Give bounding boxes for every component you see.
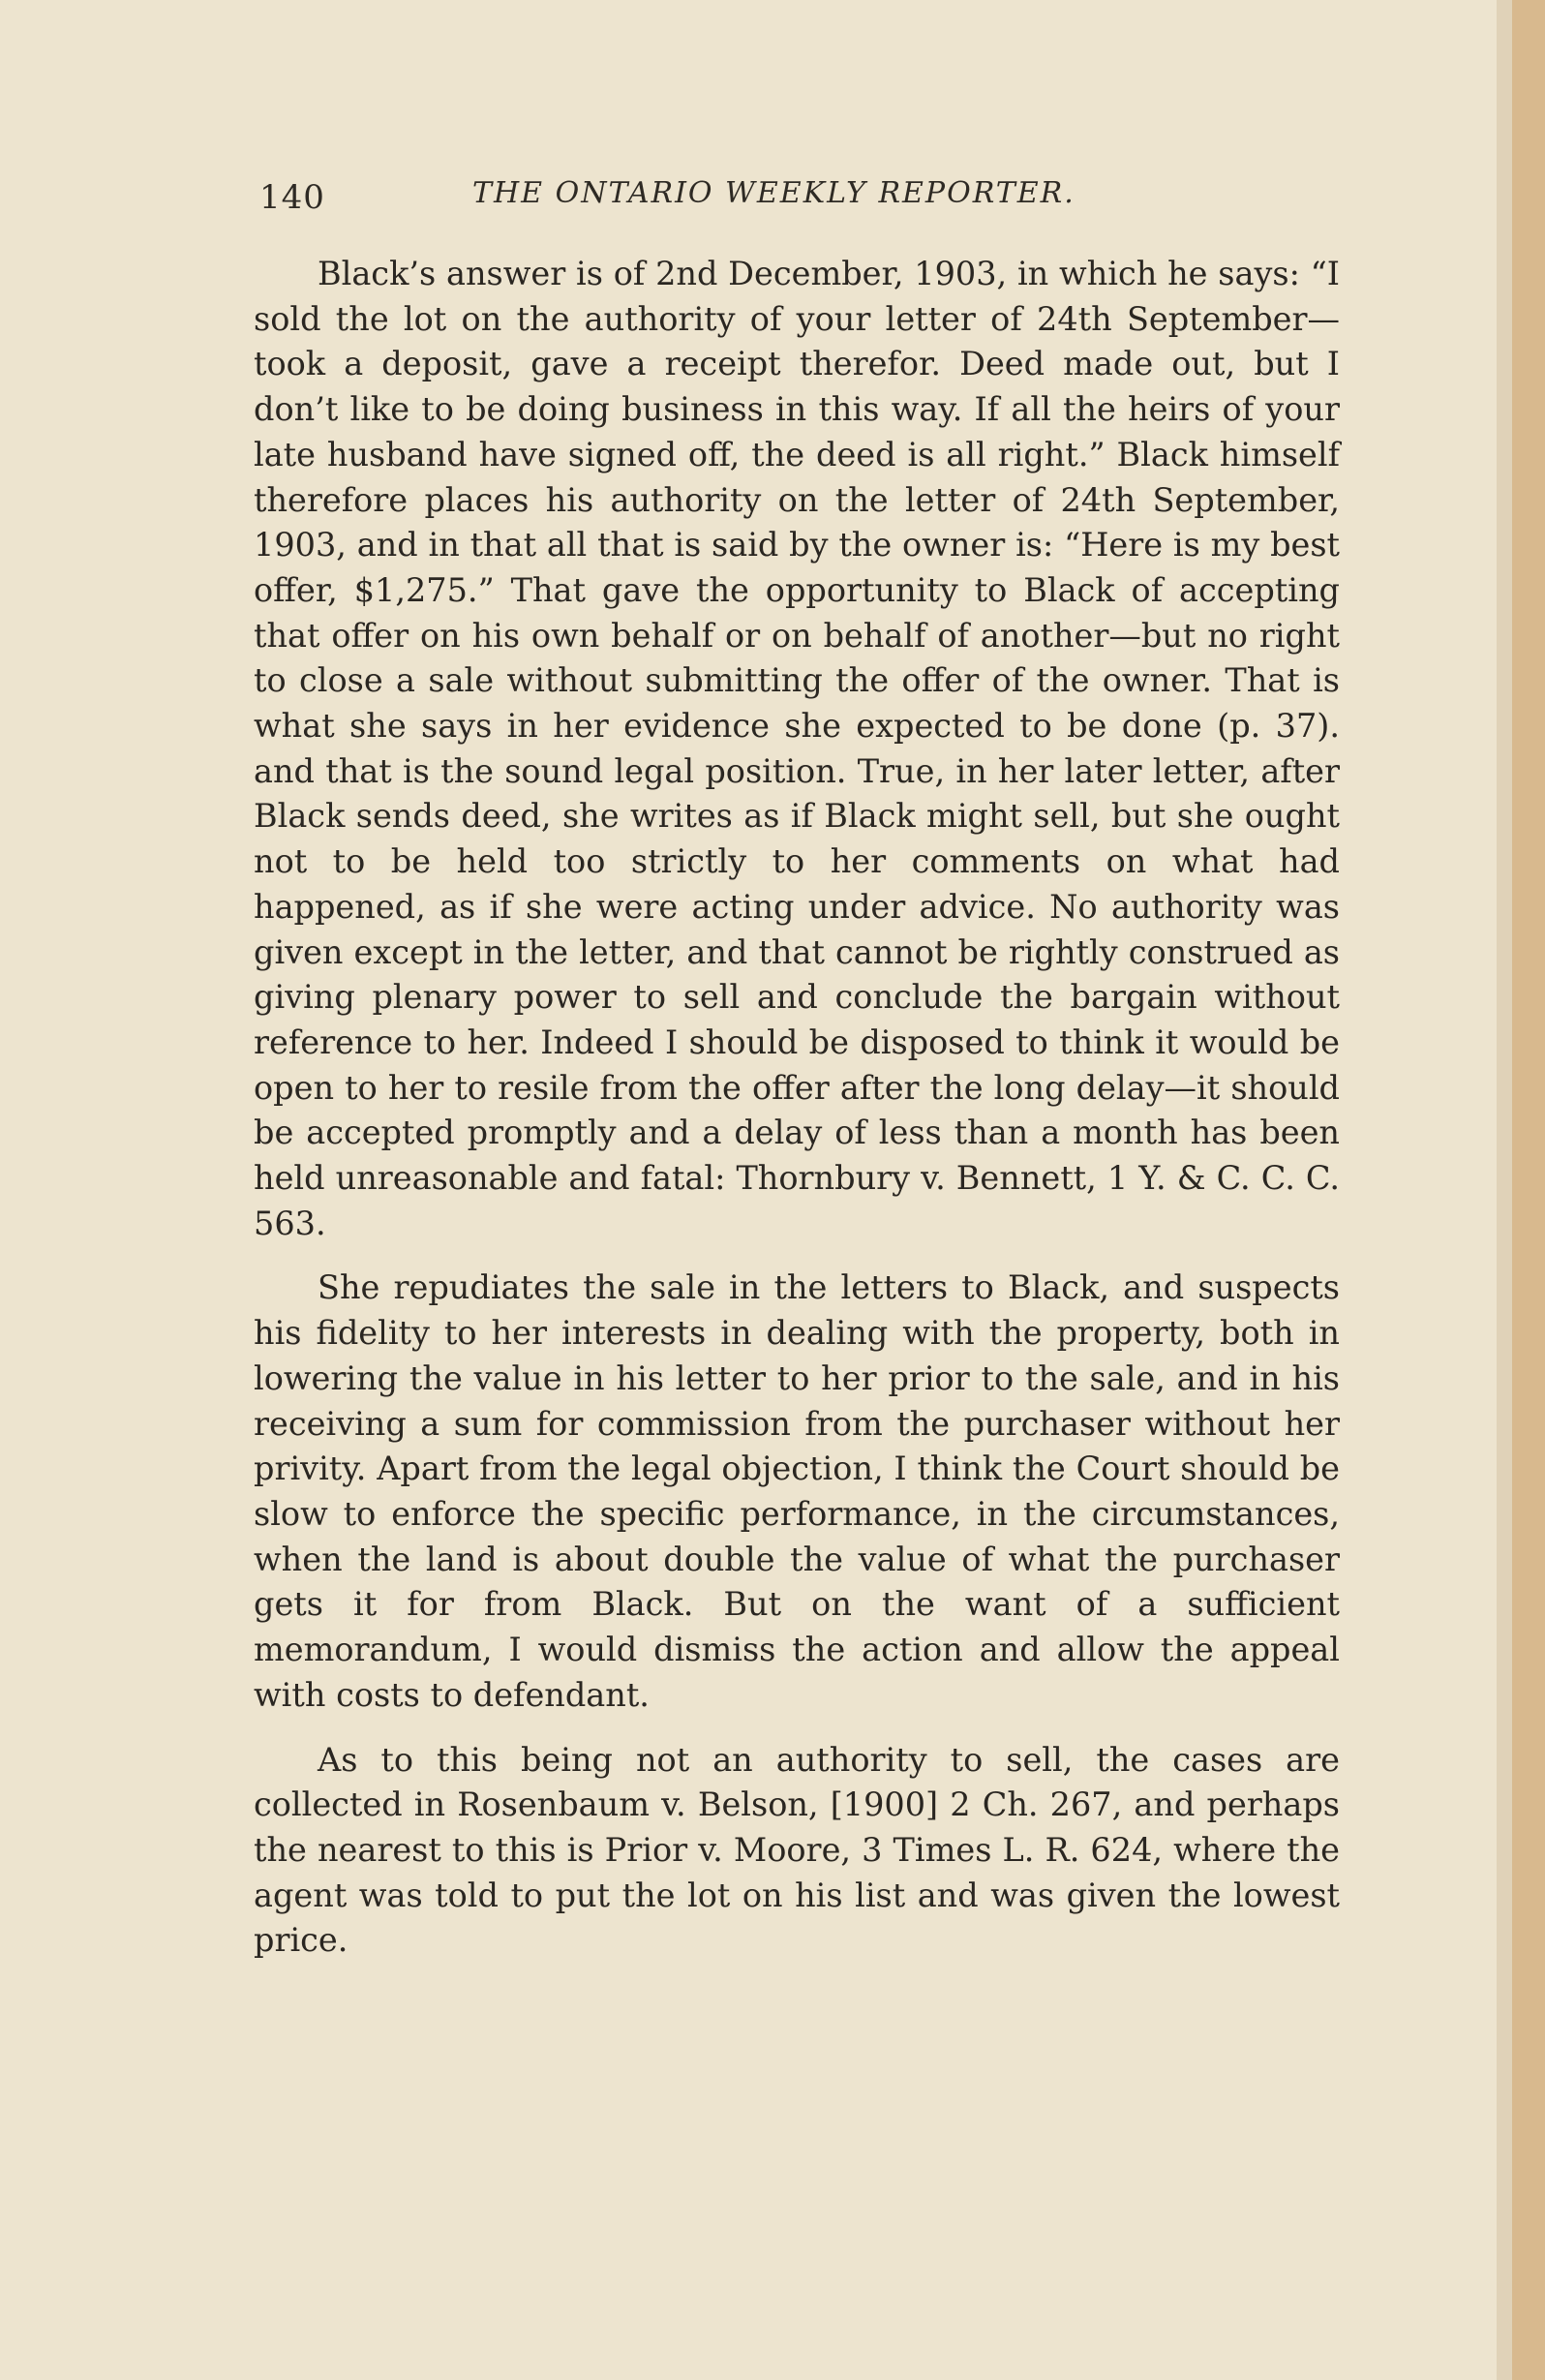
page-number: 140 <box>259 178 325 217</box>
paragraph-2: She repudiates the sale in the letters to Black, and suspects his fidelity to her interests in dealing with the property, both in lowering the value in his letter to her prior to the sale, and in his receiving a sum for commission from the purchaser without her privity. Apart from the legal objection, I think the Court should be slow to enforce the specific performance, in the circumstances, when the land is about double the value of what the purchaser gets it for from Black. But on the want of a sufficient memorandum, I would dismiss the action and allow the appeal with costs to defendant. <box>254 1268 1340 1714</box>
paragraph-3: As to this being not an authority to sell, the cases are collected in Rosenbaum v. Belson, [1900] 2 Ch. 267, and perhaps the nearest to this is Prior v. Moore, 3 Times L. R. 624, where the agent was told to put the lot on his list and was given the lowest price. <box>254 1740 1340 1960</box>
page-header <box>259 172 1353 230</box>
running-head: THE ONTARIO WEEKLY REPORTER. <box>472 176 1075 210</box>
body-text <box>254 252 1340 1964</box>
paragraph-1: Black’s answer is of 2nd December, 1903, in which he says: “I sold the lot on the authority of your letter of 24th September—took a deposit, gave a receipt therefor. Deed made out, but I don’t like to be doing business in this way. If all the heirs of your late husband have signed off, the deed is all right.” Black himself therefore places his authority on the letter of 24th September, 1903, and in that all that is said by the owner is: “Here is my best offer, $1,275.” That gave the opportunity to Black of accepting that offer on his own behalf or on behalf of another—but no right to close a sale without submitting the offer of the owner. That is what she says in her evidence she expected to be done (p. 37). and that is the sound legal position. True, in her later letter, after Black sends deed, she writes as if Black might sell, but she ought not to be held too strictly to her comments on what had happened, as if she were acting under advice. No authority was given except in the letter, and that cannot be rightly construed as giving plenary power to sell and conclude the bargain without reference to her. Indeed I should be disposed to think it would be open to her to resile from the offer after the long delay—it should be accepted promptly and a delay of less than a month has been held unreasonable and fatal: Thornbury v. Bennett, 1 Y. & C. C. C. 563. <box>254 255 1340 1242</box>
page-gutter-shadow <box>1497 0 1512 2380</box>
page-edge <box>1512 0 1545 2380</box>
